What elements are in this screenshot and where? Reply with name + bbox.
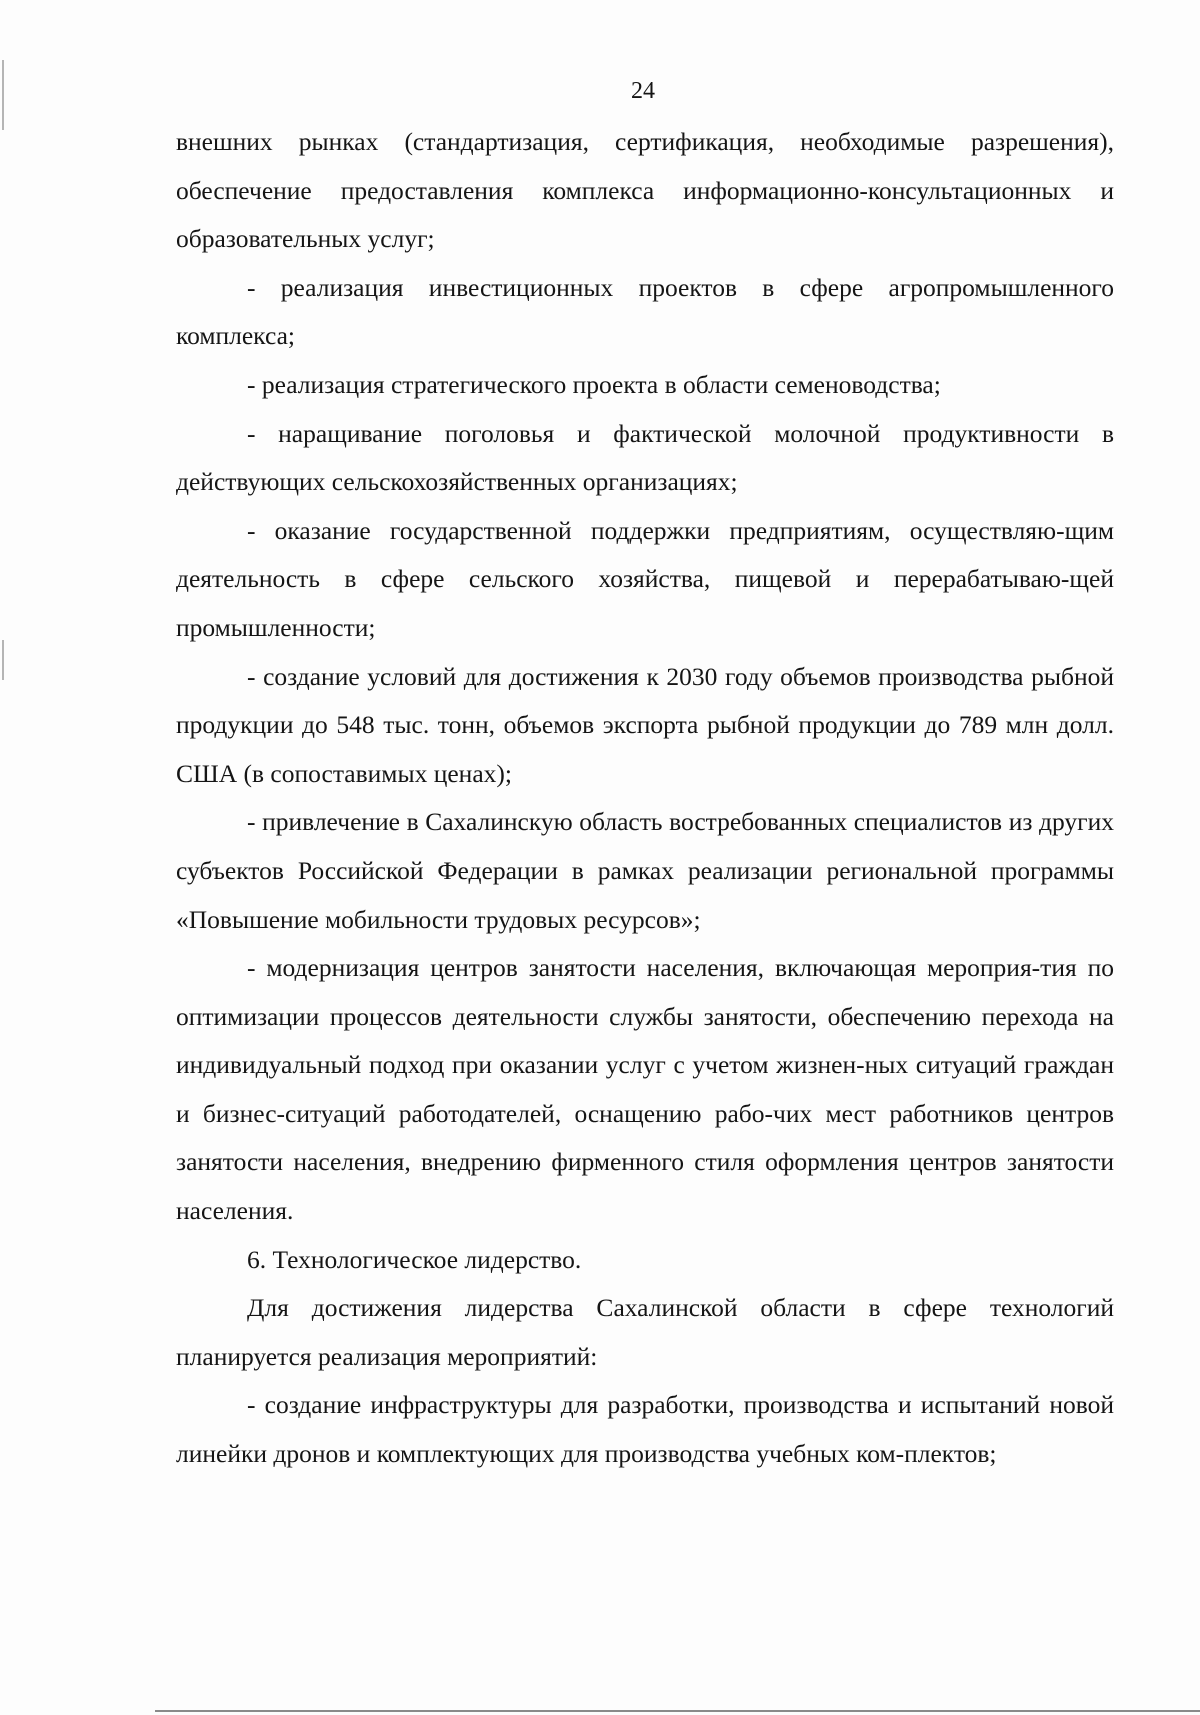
paragraph: - создание инфраструктуры для разработки, производства и испытаний новой линейки дронов и комплектующих для производства учебных ком-плектов;	[176, 1390, 1114, 1469]
bottom-scan-line	[155, 1710, 1200, 1712]
scan-edge-mark	[2, 640, 4, 680]
document-body	[176, 118, 1114, 1479]
paragraph: - оказание государственной поддержки предприятиям, осуществляю-щим деятельность в сфере сельского хозяйства, пищевой и перерабатываю-щей промышленности;	[176, 515, 1114, 642]
paragraph: - наращивание поголовья и фактической молочной продуктивности в действующих сельскохозяйственных организациях;	[176, 418, 1114, 497]
paragraph: внешних рынках (стандартизация, сертификация, необходимые разрешения), обеспечение предоставления комплекса информационно-консультационных и образовательных услуг;	[176, 127, 1114, 254]
section-heading: 6. Технологическое лидерство.	[247, 1244, 582, 1274]
paragraph: - модернизация центров занятости населения, включающая мероприя-тия по оптимизации процессов деятельности службы занятости, обеспечению перехода на индивидуальный подход при оказании услуг с учетом жизнен-ных ситуаций граждан и бизнес-ситуаций работодателей, оснащению рабо-чих мест работников центров занятости населения, внедрению фирменного стиля оформления центров занятости населения.	[176, 953, 1114, 1226]
page-number: 24	[631, 78, 655, 104]
paragraph: - реализация инвестиционных проектов в сфере агропромышленного комплекса;	[176, 272, 1114, 351]
paragraph: - реализация стратегического проекта в области семеноводства;	[247, 369, 941, 399]
paragraph: - создание условий для достижения к 2030 году объемов производства рыбной продукции до 548 тыс. тонн, объемов экспорта рыбной продукции до 789 млн долл. США (в сопоставимых ценах);	[176, 661, 1114, 788]
paragraph: - привлечение в Сахалинскую область востребованных специалистов из других субъектов Российской Федерации в рамках реализации региональной программы «Повышение мобильности трудовых ресурсов»;	[176, 807, 1114, 934]
paragraph: Для достижения лидерства Сахалинской области в сфере технологий планируется реализация мероприятий:	[176, 1293, 1114, 1371]
